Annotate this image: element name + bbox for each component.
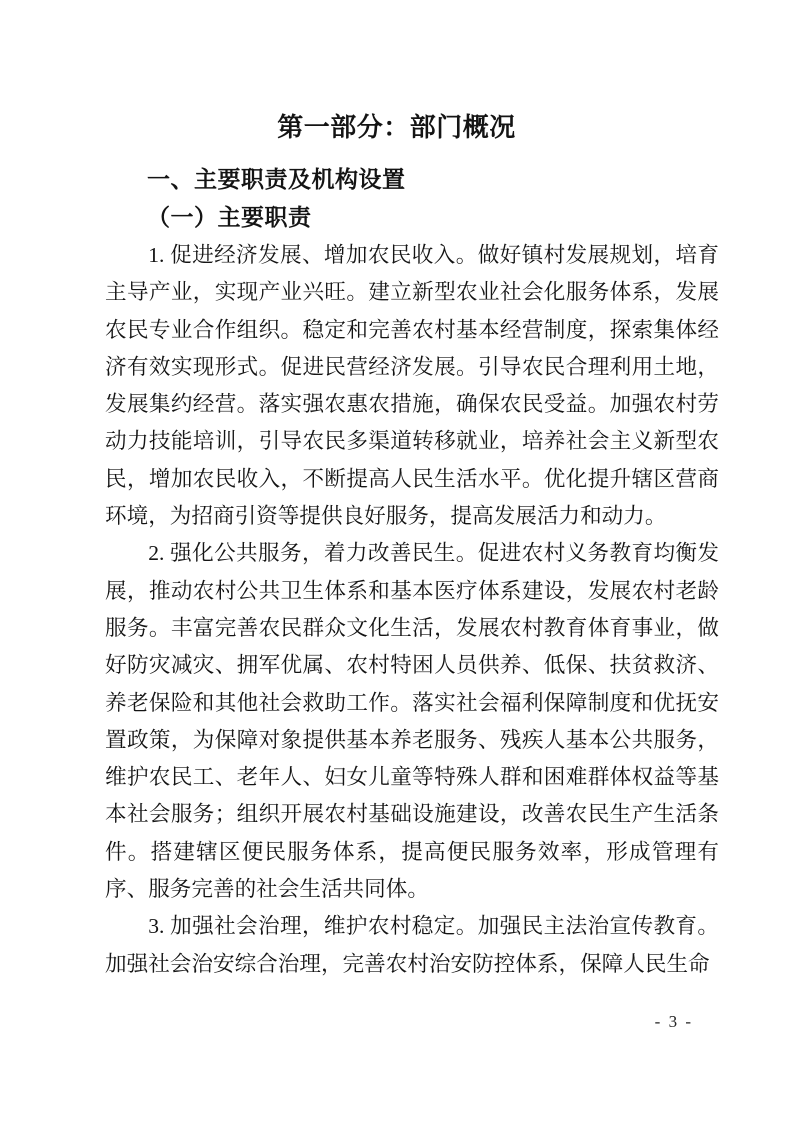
page-number: - 3 -	[654, 1012, 693, 1031]
document-body	[105, 161, 719, 983]
paragraph-duty-3: 3. 加强社会治理，维护农村稳定。加强民主法治宣传教育。加强社会治安综合治理，完善农村治安防控体系，保障人民生命	[105, 914, 719, 976]
paragraph-duty-1: 1. 促进经济发展、增加农民收入。做好镇村发展规划，培育主导产业，实现产业兴旺。建立新型农业社会化服务体系，发展农民专业合作组织。稳定和完善农村基本经营制度，探索集体经济有效实现形式。促进民营经济发展。引导农民合理利用土地，发展集约经营。落实强农惠农措施，确保农民受益。加强农村劳动力技能培训，引导农民多渠道转移就业，培养社会主义新型农民，增加农民收入，不断提高人民生活水平。优化提升辖区营商环境，为招商引资等提供良好服务，提高发展活力和动力。	[105, 243, 719, 529]
section-heading: 一、主要职责及机构设置	[147, 167, 406, 193]
paragraph-duty-2: 2. 强化公共服务，着力改善民生。促进农村义务教育均衡发展，推动农村公共卫生体系和基本医疗体系建设，发展农村老龄服务。丰富完善农民群众文化生活，发展农村教育体育事业，做好防灾减灾、拥军优属、农村特困人员供养、低保、扶贫救济、养老保险和其他社会救助工作。落实社会福利保障制度和优抚安置政策，为保障对象提供基本养老服务、残疾人基本公共服务，维护农民工、老年人、妇女儿童等特殊人群和困难群体权益等基本社会服务；组织开展农村基础设施建设，改善农民生产生活条件。搭建辖区便民服务体系，提高便民服务效率，形成管理有序、服务完善的社会生活共同体。	[105, 541, 719, 902]
document-title: 第一部分：部门概况	[277, 113, 516, 143]
subsection-heading: （一）主要职责	[147, 205, 312, 231]
